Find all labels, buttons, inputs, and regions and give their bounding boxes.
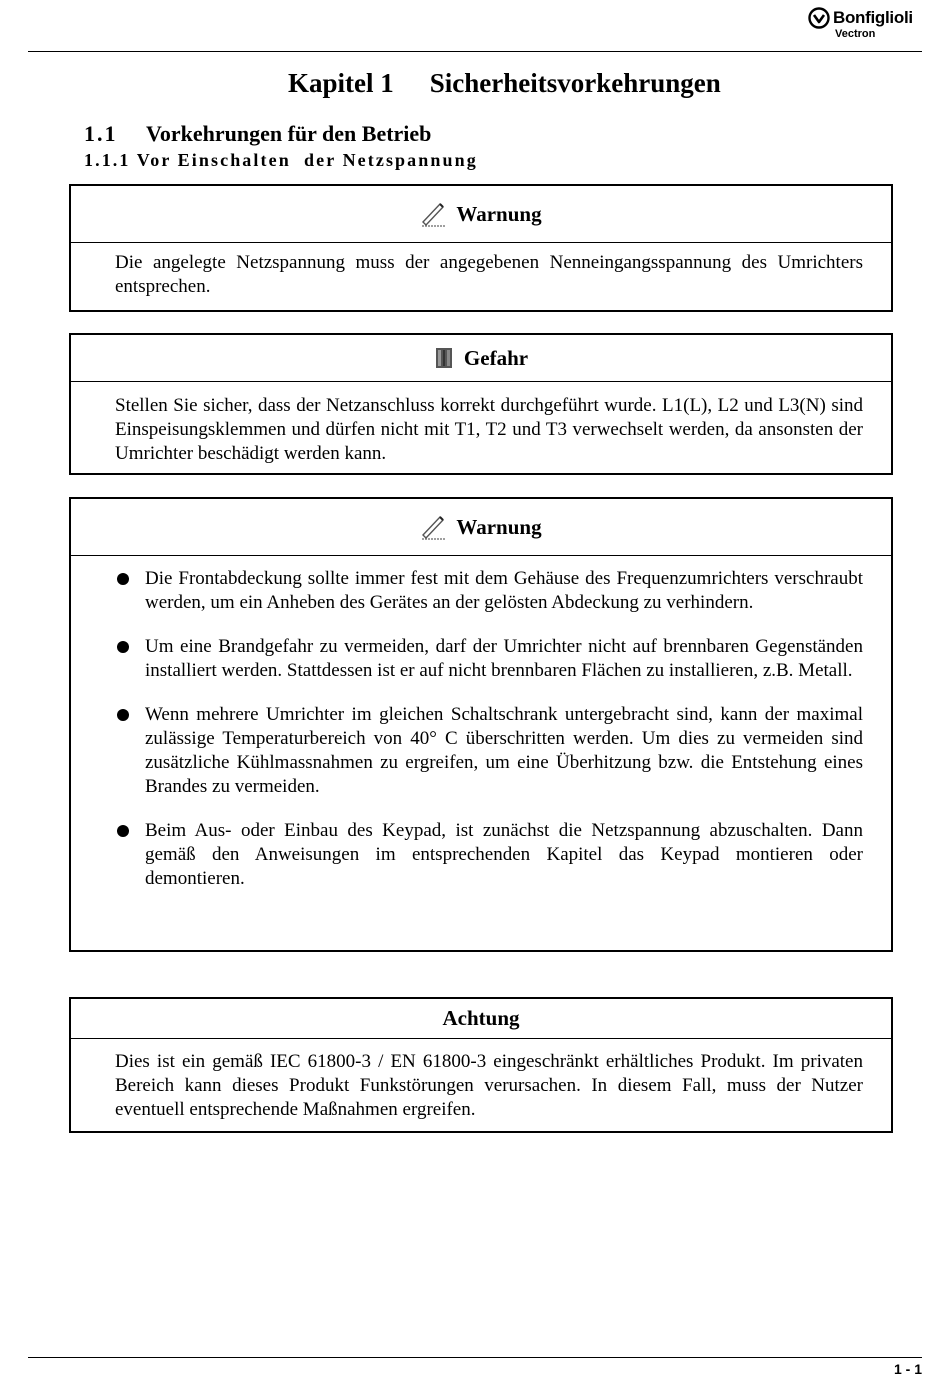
bonfiglioli-logo [808,5,928,45]
footer-rule [28,1357,922,1358]
attention-text: Dies ist ein gemäß IEC 61800-3 / EN 61800-3 eingeschränkt erhältliches Produkt. Im privaten Bereich kann dieses Produkt Funkstörungen verursachen. In diesem Fall, muss der Nutzer eventuell entsprechende Maßnahmen ergreifen. [115,1051,863,1120]
bullet-icon [117,641,129,653]
section-name: Vorkehrungen für den Betrieb [146,121,432,146]
bullet-text: Beim Aus- oder Einbau des Keypad, ist zunächst die Netzspannung abzuschalten. Dann gemäß den Anweisungen im entsprechenden Kapitel das Keypad montieren oder demontieren. [145,820,863,889]
subsection-title: 1.1.1 Vor Einschalten der Netzspannung [84,150,478,170]
danger-icon [434,346,454,370]
list-item [113,703,863,799]
danger-box-header [71,335,891,382]
warning-box-installation [69,497,893,952]
attention-box-header [71,999,891,1039]
chapter-number: Kapitel 1 [288,68,394,98]
warning-heading: Warnung [456,514,542,539]
danger-box [69,333,893,475]
warning-box-header [71,499,891,556]
danger-text: Stellen Sie sicher, dass der Netzanschluss korrekt durchgeführt wurde. L1(L), L2 und L3(N) sind Einspeisungsklemmen und dürfen nicht mit T1, T2 und T3 verwechselt werden, da ansonsten der Umrichter beschädigt werden kann. [115,395,863,464]
logo-subtitle: Vectron [835,28,876,40]
list-item [113,567,863,615]
bullet-icon [117,573,129,585]
bullet-text: Um eine Brandgefahr zu vermeiden, darf der Umrichter nicht auf brennbaren Gegenständen installiert werden. Stattdessen ist er auf nicht brennbaren Flächen zu installieren, z.B. Metall. [145,636,863,681]
bullet-text: Wenn mehrere Umrichter im gleichen Schaltschrank untergebracht sind, kann der maximal zulässige Temperaturbereich von 40° C überschritten werden. Um dies zu vermeiden sind zusätzliche Kühlmassnahmen zu ergreifen, um eine Überhitzung bzw. die Entstehung eines Brandes zu vermeiden. [145,704,863,797]
attention-box [69,997,893,1133]
header-rule [28,51,922,52]
section-title [84,121,431,147]
chapter-name: Sicherheitsvorkehrungen [429,68,721,98]
bullet-text: Die Frontabdeckung sollte immer fest mit dem Gehäuse des Frequenzumrichters verschraubt werden, um ein Anheben des Gerätes an der gelösten Abdeckung zu verhindern. [145,568,863,613]
list-item [113,635,863,683]
warning-pen-icon [420,513,446,541]
warning-box-voltage [69,184,893,312]
bonfiglioli-logo-icon [808,7,830,29]
warning-box-header [71,186,891,243]
warning-pen-icon [420,200,446,228]
section-number: 1.1 [84,121,118,146]
bullet-icon [117,825,129,837]
warning-bullet-body [71,556,891,891]
chapter-title [288,68,721,99]
warning-bullet-list [113,567,863,891]
danger-heading: Gefahr [463,345,529,370]
page-number: 1 - 1 [893,1361,922,1377]
warning-heading: Warnung [456,201,542,226]
attention-heading: Achtung [442,1006,520,1030]
logo-name: Bonfiglioli [833,8,913,27]
bullet-icon [117,709,129,721]
warning-text: Die angelegte Netzspannung muss der angegebenen Nenneingangsspannung des Umrichters entsprechen. [115,252,863,297]
list-item [113,819,863,891]
